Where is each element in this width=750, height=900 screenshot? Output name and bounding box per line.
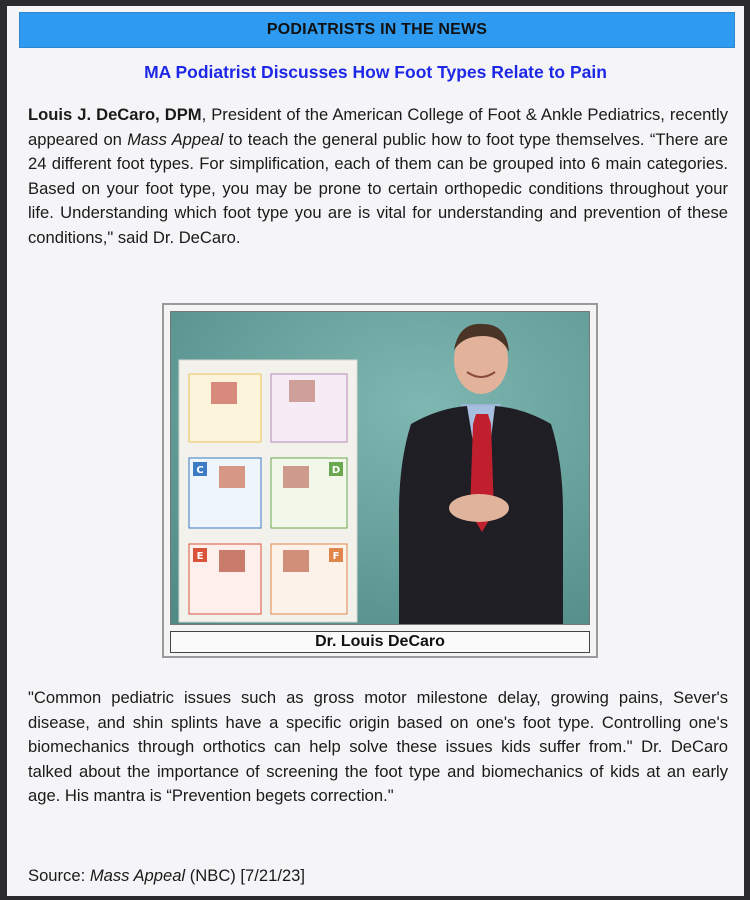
- source-label: Source:: [28, 866, 90, 885]
- source-rest: (NBC) [7/21/23]: [185, 866, 306, 885]
- banner-title: PODIATRISTS IN THE NEWS: [266, 21, 488, 38]
- section-banner: [19, 12, 735, 48]
- newsletter-page: [7, 6, 744, 896]
- doctor-photo: [170, 311, 590, 625]
- photo-illustration: [171, 312, 590, 625]
- photo-figure: [162, 303, 598, 658]
- foot-type-poster: [179, 360, 357, 622]
- poster-letter-f: F: [332, 551, 340, 562]
- photo-caption: Dr. Louis DeCaro: [170, 631, 590, 653]
- intro-text-a: , President of the American College of Foot & Ankle Pediatrics, recently appeared on: [28, 105, 729, 149]
- doctor-name: Louis J. DeCaro, DPM: [28, 105, 202, 124]
- poster-letter-c: C: [196, 465, 204, 476]
- body-paragraph: "Common pediatric issues such as gross motor milestone delay, growing pains, Sever's disease, and shin splints have a specific origin based on one's foot type. Controlling one's biomechanics through orthotics can help solve these issues kids suffer from." Dr. DeCaro talked about the importance of screening the foot type and biomechanics of kids at an early age. His mantra is “Prevention begets correction.": [28, 688, 728, 806]
- intro-text-b: to teach the general public how to foot type themselves. “There are 24 different foot types. For simplification, each of them can be grouped into 6 main categories. Based on your foot type, you may be prone to certain orthopedic conditions throughout your life. Understanding which foot type you are is vital for understanding and prevention of these conditions," said Dr. DeCaro.: [28, 129, 729, 247]
- article-headline: MA Podiatrist Discusses How Foot Types Relate to Pain: [144, 62, 607, 82]
- poster-letter-d: D: [331, 465, 341, 476]
- show-name: Mass Appeal: [127, 129, 224, 149]
- intro-paragraph: [28, 103, 728, 251]
- poster-letter-e: E: [196, 551, 204, 562]
- source-show: Mass Appeal: [89, 866, 186, 885]
- source-line: [28, 866, 305, 886]
